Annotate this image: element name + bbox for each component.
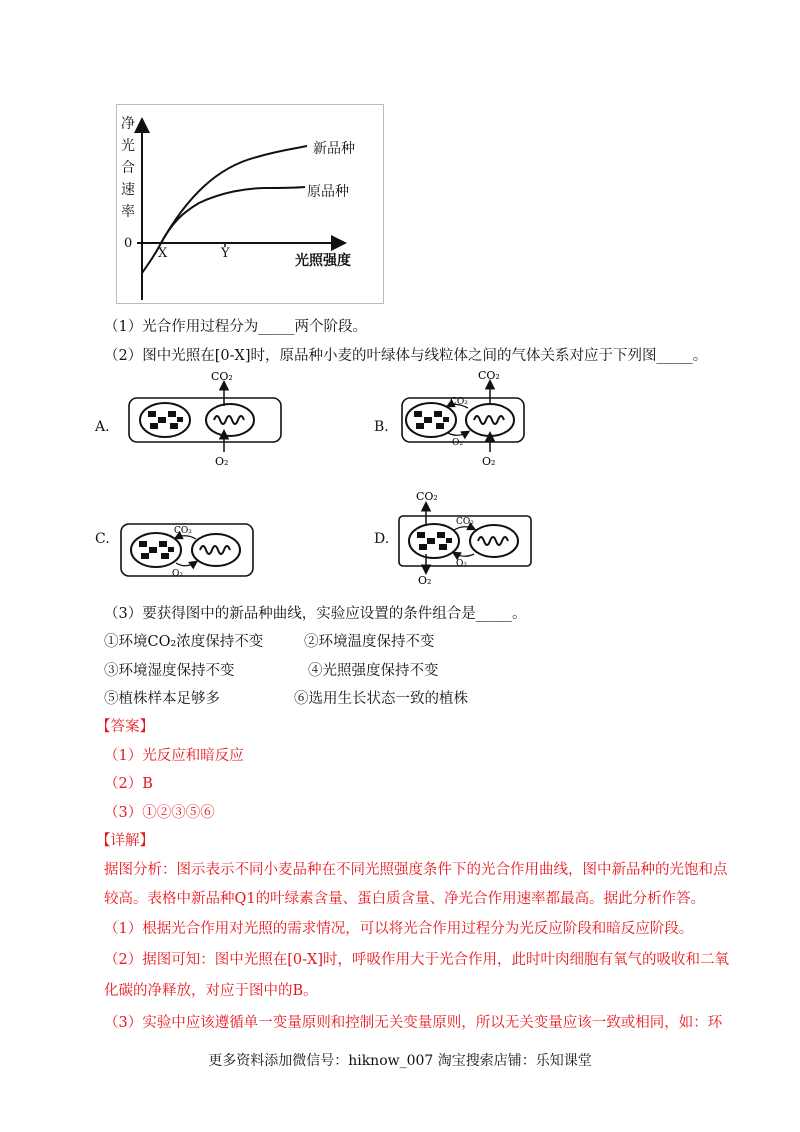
- option-d-diagram: [396, 486, 536, 590]
- co2-label: CO₂: [211, 370, 233, 383]
- answer-heading: 【答案】: [96, 719, 154, 735]
- condition-3: ③环境湿度保持不变: [104, 663, 235, 679]
- light-response-graph: [116, 104, 384, 304]
- curve-old-variety: [161, 187, 305, 243]
- graph-svg: [117, 105, 385, 305]
- curve-label-new: 新品种: [313, 141, 355, 157]
- detail-p3-line1: （2）据图可知：图中光照在[0-X]时，呼吸作用大于光合作用，此时叶肉细胞有氧气的吸收和二氧: [104, 952, 729, 968]
- condition-2: ②环境温度保持不变: [304, 634, 435, 650]
- svg-text:CO₂: CO₂: [478, 370, 500, 382]
- x-tick-x: X: [158, 246, 168, 261]
- x-tick-y: Y: [221, 246, 230, 261]
- condition-1: ①环境CO₂浓度保持不变: [104, 634, 264, 650]
- option-c-label: C.: [95, 531, 110, 547]
- detail-p3-line2: 化碳的净释放，对应于图中的B。: [104, 983, 318, 999]
- detail-heading: 【详解】: [96, 833, 154, 849]
- condition-4: ④光照强度保持不变: [308, 663, 439, 679]
- curve-label-old: 原品种: [307, 184, 349, 200]
- option-c-diagram: [118, 519, 258, 585]
- condition-5: ⑤植株样本足够多: [104, 691, 220, 707]
- question-1: （1）光合作用过程分为_____两个阶段。: [104, 319, 367, 335]
- detail-p4: （3）实验中应该遵循单一变量原则和控制无关变量原则，所以无关变量应该一致或相同，如：环: [104, 1015, 723, 1031]
- condition-6: ⑥选用生长状态一致的植株: [294, 691, 468, 707]
- svg-text:O₂: O₂: [452, 438, 463, 448]
- answer-2: （2）B: [104, 776, 153, 792]
- option-d-label: D.: [374, 531, 390, 547]
- option-b-label: B.: [374, 419, 389, 435]
- detail-p1-line2: 较高。表格中新品种Q1的叶绿素含量、蛋白质含量、净光合作用速率都最高。据此分析作答。: [104, 891, 706, 907]
- detail-p2: （1）根据光合作用对光照的需求情况，可以将光合作用过程分为光反应阶段和暗反应阶段。: [104, 921, 694, 937]
- answer-3: （3）①②③⑤⑥: [104, 805, 215, 821]
- y-axis-label: 净 光 合 速 率: [121, 116, 135, 220]
- answer-1: （1）光反应和暗反应: [104, 748, 244, 764]
- question-3: （3）要获得图中的新品种曲线，实验应设置的条件组合是_____。: [104, 606, 527, 622]
- o2-label: O₂: [215, 455, 229, 468]
- option-a-diagram: [125, 370, 285, 472]
- x-axis-label: 光照强度: [295, 253, 351, 269]
- svg-text:O₂: O₂: [456, 559, 467, 569]
- option-a-label: A.: [95, 419, 110, 435]
- svg-text:O₂: O₂: [418, 574, 432, 586]
- svg-text:CO₂: CO₂: [456, 517, 474, 527]
- option-b-diagram: [398, 370, 528, 472]
- detail-p1-line1: 据图分析：图示表示不同小麦品种在不同光照强度条件下的光合作用曲线，图中新品种的光饱和点: [104, 862, 728, 878]
- svg-text:CO₂: CO₂: [450, 397, 468, 407]
- svg-text:CO₂: CO₂: [416, 490, 438, 503]
- origin-label: 0: [124, 236, 133, 251]
- svg-text:CO₂: CO₂: [174, 526, 192, 536]
- svg-text:O₂: O₂: [172, 569, 183, 579]
- footer-text: 更多资料添加微信号：hiknow_007 淘宝搜索店铺：乐知课堂: [208, 1053, 592, 1069]
- question-2: （2）图中光照在[0-X]时，原品种小麦的叶绿体与线粒体之间的气体关系对应于下列图_____。: [104, 348, 708, 364]
- svg-text:O₂: O₂: [482, 455, 496, 468]
